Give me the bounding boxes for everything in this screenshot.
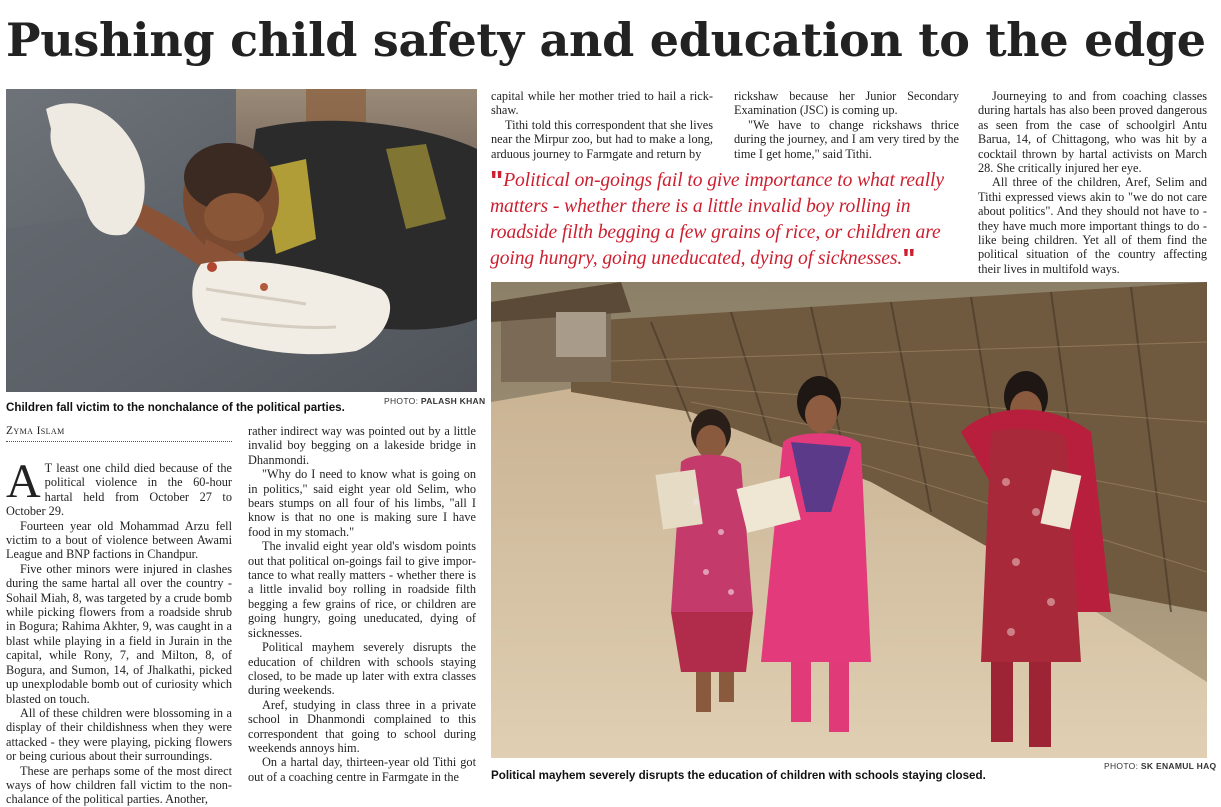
photo1-credit-name: PALASH KHAN bbox=[420, 396, 486, 406]
byline-author: Zyma Islam bbox=[6, 425, 65, 437]
article-paragraph: Tithi told this correspondent that she lives near the Mirpur zoo, but had to make a long, arduous journey to Farmgate and return by bbox=[491, 117, 713, 161]
article-paragraph: "Why do I need to know what is going on in politics," said eight year old Selim, who bears stumps on all four of his limbs, "all I know is that no one is making sure I have food in my stomach." bbox=[248, 467, 476, 539]
article-paragraph: rickshaw because her Junior Secondary Examination (JSC) is coming up. bbox=[734, 89, 959, 118]
drop-cap: A bbox=[6, 455, 41, 508]
article-paragraph: Aref, studying in class three in a private school in Dhanmondi complained to this correspondent that going to school during weekends annoys him. bbox=[248, 697, 476, 755]
article-paragraph: Political mayhem severely disrupts the education of children with schools staying closed, to be made up later with extra classes during weekends. bbox=[248, 640, 476, 698]
open-quote-mark: " bbox=[490, 165, 504, 196]
close-quote-mark: " bbox=[902, 243, 916, 274]
article-paragraph: Journeying to and from coaching classes during hartals has also been proved dangerous as seen from the case of schoolgirl Antu Barua, 14, of Chittagong, who was hit by a cocktail thrown by hartal activists on March 28. She critically injured her eye. bbox=[978, 89, 1207, 176]
article-paragraph: rather indirect way was pointed out by a little invalid boy begging on a lakeside bridge in Dhanmondi. bbox=[248, 424, 476, 467]
article-paragraph: All three of the children, Aref, Selim and Tithi expressed views akin to "we do not care about politics". And they should not have to - they have much more important things to do - like being children. Yet all of them find the political situation of the country affecting their lives in multifold ways. bbox=[978, 175, 1207, 276]
article-paragraph: Fourteen year old Mohammad Arzu fell victim to a bout of violence between Awami League and BNP factions in Chandpur. bbox=[6, 518, 232, 562]
article-paragraph: These are perhaps some of the most direct ways of how children fall victim to the non-chalance of the political parties. Another, bbox=[6, 763, 232, 807]
lead-text: T least one child died because of the political violence in the 60-hour hartal held from October 27 to October 29. bbox=[6, 461, 232, 519]
article-paragraph: All of these children were blossoming in a display of their childishness when they were attacked - they were playing, picking flowers or being curious about their surroundings. bbox=[6, 705, 232, 764]
article-paragraph: "We have to change rickshaws thrice during the journey, and I am very tired by the time I get home," said Tithi. bbox=[734, 117, 959, 161]
article-paragraph: The invalid eight year old's wisdom points out that political on-goings fail to give impor-tance to what really matters - whether there is a little invalid boy rolling in roadside filth begging a few grains of rice, or children are going hungry, going uneducated, dying of sicknesses. bbox=[248, 539, 476, 640]
photo2-credit bbox=[1104, 761, 1216, 771]
article-column-5 bbox=[978, 89, 1207, 276]
photo2-credit-name: SK ENAMUL HAQ bbox=[1140, 761, 1217, 771]
article-column-2 bbox=[248, 424, 476, 784]
article-paragraph: Five other minors were injured in clashes during the same hartal all over the country - Sohail Miah, 8, was targeted by a crude bomb while picking flowers from a roadside shrub in Bogura; Rahima Akhter, 9, was caught in a blast while playing in a field in Jurain in the capital, while Rony, 7, and Milton, 8, of Bogura, and Sumon, 14, of Jhalkathi, picked up unexplodable bomb out of curiosity which blasted on touch. bbox=[6, 561, 232, 706]
photo2-caption: Political mayhem severely disrupts the education of children with schools staying closed. bbox=[491, 769, 986, 782]
photo1-caption: Children fall victim to the nonchalance of the political parties. bbox=[6, 401, 345, 414]
article-paragraph: capital while her mother tried to hail a rick-shaw. bbox=[491, 89, 713, 118]
article-paragraph bbox=[6, 455, 232, 519]
photo-injured-boy bbox=[6, 89, 477, 392]
photo1-credit bbox=[384, 396, 485, 406]
article-column-3 bbox=[491, 89, 713, 161]
headline: Pushing child safety and education to the edge bbox=[6, 13, 1206, 67]
pull-quote-text: Political on-goings fail to give importance to what really matters - whether there is a little invalid boy rolling in roadside filth begging a few grains of rice, or children are going hungry, going uneducated, dying of sicknesses. bbox=[490, 170, 944, 269]
pull-quote bbox=[490, 165, 968, 274]
article-column-4 bbox=[734, 89, 959, 161]
byline bbox=[6, 425, 232, 442]
article-paragraph: On a hartal day, thirteen-year old Tithi got out of a coaching centre in Farmgate in the bbox=[248, 755, 476, 784]
photo2-credit-label: PHOTO: bbox=[1104, 761, 1139, 771]
photo1-credit-label: PHOTO: bbox=[384, 396, 419, 406]
article-column-1 bbox=[6, 455, 232, 807]
photo-schoolgirls bbox=[491, 282, 1207, 758]
